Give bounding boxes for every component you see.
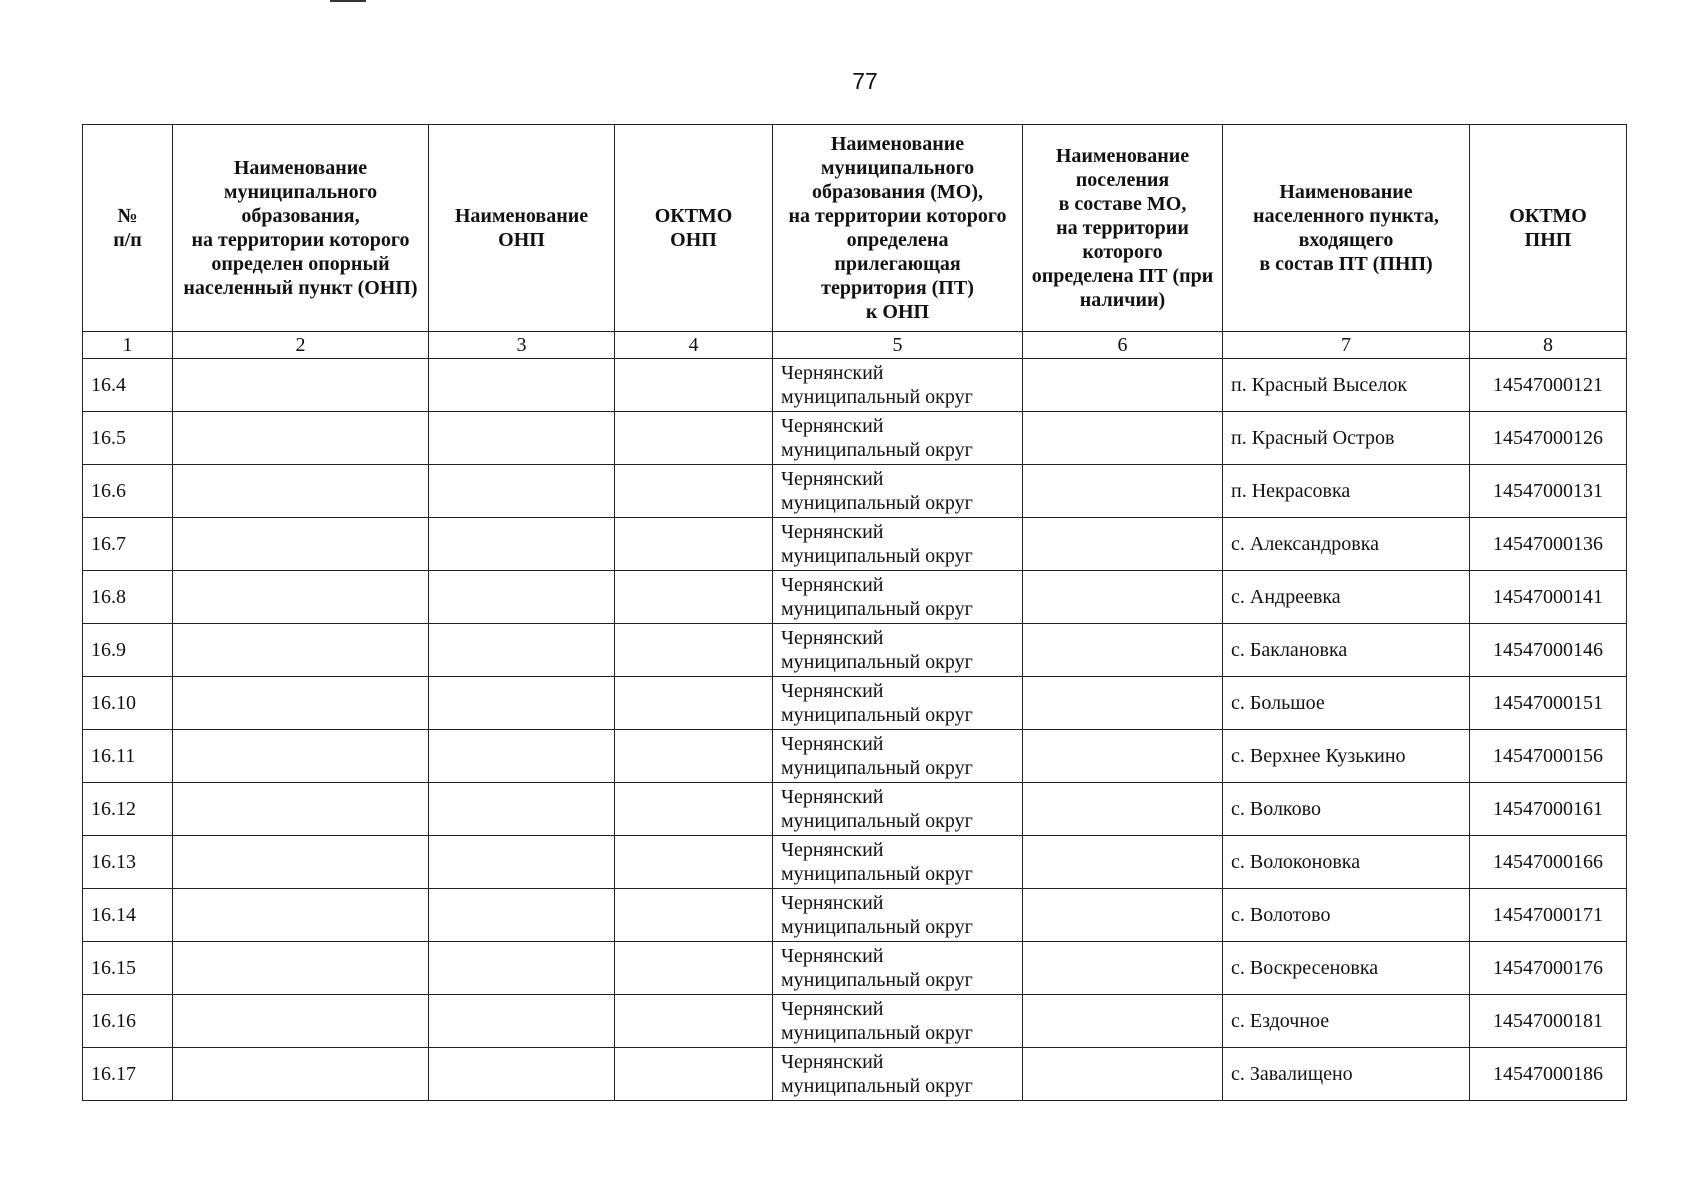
table-row	[83, 412, 1627, 465]
oktmo-pnp-cell: 14547000146	[1470, 624, 1627, 677]
header-row	[83, 125, 1627, 332]
pnp-name-cell: с. Воскресеновка	[1223, 942, 1470, 995]
table-row	[83, 942, 1627, 995]
row-number-cell: 16.14	[83, 889, 173, 942]
column-number: 7	[1223, 332, 1470, 359]
municipality-pt-cell: Чернянский муниципальный округ	[773, 1048, 1023, 1101]
row-number-cell: 16.5	[83, 412, 173, 465]
settlement-cell	[1023, 995, 1223, 1048]
pnp-name-cell: с. Большое	[1223, 677, 1470, 730]
pnp-name-cell: п. Красный Остров	[1223, 412, 1470, 465]
oktmo-onp-cell	[615, 889, 773, 942]
pnp-name-cell: с. Баклановка	[1223, 624, 1470, 677]
oktmo-pnp-cell: 14547000176	[1470, 942, 1627, 995]
municipality-onp-cell	[173, 942, 429, 995]
oktmo-onp-cell	[615, 1048, 773, 1101]
column-number: 4	[615, 332, 773, 359]
row-number-cell: 16.9	[83, 624, 173, 677]
onp-name-cell	[429, 412, 615, 465]
pnp-name-cell: с. Ездочное	[1223, 995, 1470, 1048]
oktmo-onp-cell	[615, 465, 773, 518]
oktmo-pnp-cell: 14547000186	[1470, 1048, 1627, 1101]
settlement-cell	[1023, 624, 1223, 677]
table-row	[83, 518, 1627, 571]
pnp-name-cell: п. Некрасовка	[1223, 465, 1470, 518]
municipality-pt-cell: Чернянский муниципальный округ	[773, 730, 1023, 783]
oktmo-pnp-cell: 14547000171	[1470, 889, 1627, 942]
header-settlement-text: Наименование поселения в составе МО, на территории которого определена ПТ (при наличии)	[1031, 145, 1214, 311]
oktmo-pnp-cell: 14547000126	[1470, 412, 1627, 465]
pnp-name-cell: п. Красный Выселок	[1223, 359, 1470, 412]
oktmo-pnp-cell: 14547000141	[1470, 571, 1627, 624]
municipality-onp-cell	[173, 677, 429, 730]
onp-name-cell	[429, 677, 615, 730]
municipality-pt-cell: Чернянский муниципальный округ	[773, 624, 1023, 677]
municipality-pt-cell: Чернянский муниципальный округ	[773, 836, 1023, 889]
municipality-onp-cell	[173, 1048, 429, 1101]
header-municipality-pt-text: Наименование муниципального образования (МО), на территории которого определена прилегающая территория (ПТ) к ОНП	[788, 133, 1007, 323]
municipality-pt-cell: Чернянский муниципальный округ	[773, 359, 1023, 412]
municipality-pt-cell: Чернянский муниципальный округ	[773, 677, 1023, 730]
oktmo-onp-cell	[615, 836, 773, 889]
oktmo-onp-cell	[615, 783, 773, 836]
municipality-pt-cell: Чернянский муниципальный округ	[773, 889, 1023, 942]
column-number: 1	[83, 332, 173, 359]
oktmo-pnp-cell: 14547000121	[1470, 359, 1627, 412]
municipality-onp-cell	[173, 465, 429, 518]
municipality-onp-cell	[173, 730, 429, 783]
top-rule	[330, 0, 366, 2]
municipality-onp-cell	[173, 518, 429, 571]
table-row	[83, 624, 1627, 677]
municipality-onp-cell	[173, 624, 429, 677]
settlement-cell	[1023, 359, 1223, 412]
oktmo-onp-cell	[615, 995, 773, 1048]
settlement-cell	[1023, 412, 1223, 465]
table-row	[83, 783, 1627, 836]
oktmo-pnp-cell: 14547000181	[1470, 995, 1627, 1048]
settlement-cell	[1023, 889, 1223, 942]
row-number-cell: 16.17	[83, 1048, 173, 1101]
header-pnp-name-text: Наименование населенного пункта, входящего в состав ПТ (ПНП)	[1253, 181, 1439, 275]
header-pnp-name	[1223, 125, 1470, 332]
municipality-onp-cell	[173, 836, 429, 889]
municipality-pt-cell: Чернянский муниципальный округ	[773, 995, 1023, 1048]
onp-name-cell	[429, 465, 615, 518]
row-number-cell: 16.12	[83, 783, 173, 836]
pnp-name-cell: с. Волково	[1223, 783, 1470, 836]
table-row	[83, 836, 1627, 889]
municipality-pt-cell: Чернянский муниципальный округ	[773, 942, 1023, 995]
settlement-cell	[1023, 836, 1223, 889]
oktmo-onp-cell	[615, 412, 773, 465]
oktmo-onp-cell	[615, 730, 773, 783]
oktmo-onp-cell	[615, 942, 773, 995]
municipality-onp-cell	[173, 359, 429, 412]
table-row	[83, 730, 1627, 783]
header-municipality-onp	[173, 125, 429, 332]
oktmo-pnp-cell: 14547000151	[1470, 677, 1627, 730]
pnp-name-cell: с. Волотово	[1223, 889, 1470, 942]
onp-name-cell	[429, 836, 615, 889]
header-oktmo-pnp	[1470, 125, 1627, 332]
table-row	[83, 889, 1627, 942]
column-number: 8	[1470, 332, 1627, 359]
municipality-pt-cell: Чернянский муниципальный округ	[773, 783, 1023, 836]
oktmo-onp-cell	[615, 677, 773, 730]
pnp-name-cell: с. Завалищено	[1223, 1048, 1470, 1101]
table-row	[83, 359, 1627, 412]
municipality-pt-cell: Чернянский муниципальный округ	[773, 518, 1023, 571]
row-number-cell: 16.4	[83, 359, 173, 412]
table-row	[83, 995, 1627, 1048]
table-row	[83, 465, 1627, 518]
onp-name-cell	[429, 783, 615, 836]
oktmo-pnp-cell: 14547000166	[1470, 836, 1627, 889]
oktmo-pnp-cell: 14547000161	[1470, 783, 1627, 836]
header-number	[83, 125, 173, 332]
header-oktmo-onp	[615, 125, 773, 332]
onp-name-cell	[429, 942, 615, 995]
oktmo-onp-cell	[615, 624, 773, 677]
settlement-cell	[1023, 1048, 1223, 1101]
oktmo-onp-cell	[615, 518, 773, 571]
row-number-cell: 16.16	[83, 995, 173, 1048]
municipality-onp-cell	[173, 783, 429, 836]
header-number-text: № п/п	[113, 205, 142, 251]
page-number: 77	[852, 68, 878, 94]
row-number-cell: 16.6	[83, 465, 173, 518]
onp-name-cell	[429, 571, 615, 624]
settlement-cell	[1023, 730, 1223, 783]
row-number-cell: 16.13	[83, 836, 173, 889]
column-number: 6	[1023, 332, 1223, 359]
header-onp-name	[429, 125, 615, 332]
settlement-cell	[1023, 571, 1223, 624]
settlement-cell	[1023, 518, 1223, 571]
header-municipality-pt	[773, 125, 1023, 332]
pnp-name-cell: с. Волоконовка	[1223, 836, 1470, 889]
header-municipality-onp-text: Наименование муниципального образования, на территории которого определен опорный населенный пункт (ОНП)	[183, 157, 418, 299]
onp-name-cell	[429, 359, 615, 412]
header-oktmo-onp-text: ОКТМО ОНП	[654, 205, 733, 251]
pnp-name-cell: с. Андреевка	[1223, 571, 1470, 624]
table-row	[83, 1048, 1627, 1101]
settlement-cell	[1023, 783, 1223, 836]
settlement-cell	[1023, 942, 1223, 995]
oktmo-onp-cell	[615, 571, 773, 624]
row-number-cell: 16.10	[83, 677, 173, 730]
pnp-name-cell: с. Верхнее Кузькино	[1223, 730, 1470, 783]
header-settlement	[1023, 125, 1223, 332]
municipality-pt-cell: Чернянский муниципальный округ	[773, 465, 1023, 518]
column-number: 2	[173, 332, 429, 359]
oktmo-pnp-cell: 14547000156	[1470, 730, 1627, 783]
table-row	[83, 677, 1627, 730]
municipality-pt-cell: Чернянский муниципальный округ	[773, 571, 1023, 624]
onp-name-cell	[429, 995, 615, 1048]
row-number-cell: 16.11	[83, 730, 173, 783]
header-oktmo-pnp-text: ОКТМО ПНП	[1509, 205, 1587, 251]
municipality-onp-cell	[173, 995, 429, 1048]
row-number-cell: 16.7	[83, 518, 173, 571]
oktmo-pnp-cell: 14547000131	[1470, 465, 1627, 518]
municipality-onp-cell	[173, 889, 429, 942]
settlement-cell	[1023, 677, 1223, 730]
onp-name-cell	[429, 1048, 615, 1101]
settlement-cell	[1023, 465, 1223, 518]
municipality-onp-cell	[173, 412, 429, 465]
row-number-cell: 16.15	[83, 942, 173, 995]
oktmo-pnp-cell: 14547000136	[1470, 518, 1627, 571]
row-number-cell: 16.8	[83, 571, 173, 624]
onp-name-cell	[429, 889, 615, 942]
municipality-pt-cell: Чернянский муниципальный округ	[773, 412, 1023, 465]
table-row	[83, 571, 1627, 624]
pnp-name-cell: с. Александровка	[1223, 518, 1470, 571]
settlements-table	[82, 124, 1627, 1101]
oktmo-onp-cell	[615, 359, 773, 412]
municipality-onp-cell	[173, 571, 429, 624]
column-number-row	[83, 332, 1627, 359]
column-number: 5	[773, 332, 1023, 359]
onp-name-cell	[429, 624, 615, 677]
header-onp-name-text: Наименование ОНП	[454, 205, 589, 251]
column-number: 3	[429, 332, 615, 359]
onp-name-cell	[429, 730, 615, 783]
onp-name-cell	[429, 518, 615, 571]
